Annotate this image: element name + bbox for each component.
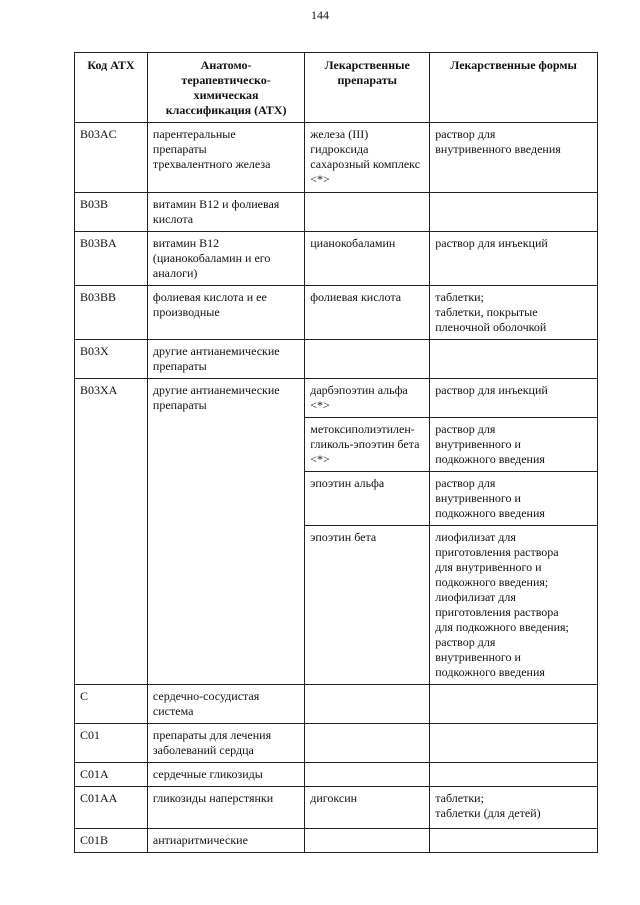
cell-form bbox=[430, 829, 598, 853]
cell-form: раствор для инъекций bbox=[430, 379, 598, 418]
atx-drug-table bbox=[74, 52, 598, 853]
table-header-row bbox=[75, 53, 598, 123]
cell-code: B03BA bbox=[75, 232, 148, 286]
table-row bbox=[75, 763, 598, 787]
cell-code: C bbox=[75, 685, 148, 724]
cell-form bbox=[430, 685, 598, 724]
cell-form bbox=[430, 763, 598, 787]
cell-classification: другие антианемические препараты bbox=[147, 340, 304, 379]
cell-drug: эпоэтин бета bbox=[305, 526, 430, 685]
cell-drug: фолиевая кислота bbox=[305, 286, 430, 340]
cell-code: C01B bbox=[75, 829, 148, 853]
cell-classification: фолиевая кислота и ее производные bbox=[147, 286, 304, 340]
cell-code: B03BB bbox=[75, 286, 148, 340]
cell-code: C01AA bbox=[75, 787, 148, 829]
cell-classification: антиаритмические bbox=[147, 829, 304, 853]
table-row bbox=[75, 232, 598, 286]
cell-form bbox=[430, 193, 598, 232]
cell-form: таблетки; таблетки (для детей) bbox=[430, 787, 598, 829]
cell-form bbox=[430, 724, 598, 763]
table-row bbox=[75, 286, 598, 340]
cell-classification: сердечно-сосудистая система bbox=[147, 685, 304, 724]
cell-code: B03AC bbox=[75, 123, 148, 193]
header-drugs: Лекарственные препараты bbox=[305, 53, 430, 123]
cell-classification: сердечные гликозиды bbox=[147, 763, 304, 787]
cell-code: C01A bbox=[75, 763, 148, 787]
table-row bbox=[75, 123, 598, 193]
cell-drug bbox=[305, 340, 430, 379]
cell-drug bbox=[305, 724, 430, 763]
cell-code: B03XA bbox=[75, 379, 148, 685]
cell-drug bbox=[305, 685, 430, 724]
cell-form: раствор для внутривенного и подкожного введения bbox=[430, 418, 598, 472]
cell-classification: гликозиды наперстянки bbox=[147, 787, 304, 829]
page-number: 144 bbox=[311, 8, 329, 22]
cell-form: лиофилизат для приготовления раствора для внутривенного и подкожного введения; лиофилизат для приготовления раствора для подкожного введения; раствор для внутривенного и подкожного введения bbox=[430, 526, 598, 685]
cell-drug bbox=[305, 829, 430, 853]
cell-drug: железа (III) гидроксида сахарозный комплекс <*> bbox=[305, 123, 430, 193]
cell-code: B03X bbox=[75, 340, 148, 379]
table-row bbox=[75, 829, 598, 853]
header-forms: Лекарственные формы bbox=[430, 53, 598, 123]
table-row bbox=[75, 787, 598, 829]
cell-drug: дигоксин bbox=[305, 787, 430, 829]
cell-classification: витамин B12 и фолиевая кислота bbox=[147, 193, 304, 232]
cell-form: раствор для внутривенного введения bbox=[430, 123, 598, 193]
table-row bbox=[75, 193, 598, 232]
table-row bbox=[75, 685, 598, 724]
header-classification: Анатомо- терапевтическо- химическая классификация (АТХ) bbox=[147, 53, 304, 123]
cell-code: C01 bbox=[75, 724, 148, 763]
cell-code: B03B bbox=[75, 193, 148, 232]
cell-form: таблетки; таблетки, покрытые пленочной оболочкой bbox=[430, 286, 598, 340]
table-row bbox=[75, 379, 598, 418]
cell-form bbox=[430, 340, 598, 379]
table-row bbox=[75, 724, 598, 763]
header-code: Код АТХ bbox=[75, 53, 148, 123]
cell-drug: эпоэтин альфа bbox=[305, 472, 430, 526]
cell-drug: дарбэпоэтин альфа <*> bbox=[305, 379, 430, 418]
cell-classification: витамин B12 (цианокобаламин и его аналоги) bbox=[147, 232, 304, 286]
cell-classification: парентеральные препараты трехвалентного железа bbox=[147, 123, 304, 193]
cell-drug bbox=[305, 763, 430, 787]
cell-form: раствор для внутривенного и подкожного введения bbox=[430, 472, 598, 526]
cell-form: раствор для инъекций bbox=[430, 232, 598, 286]
table-row bbox=[75, 340, 598, 379]
cell-drug: метоксиполиэтилен- гликоль-эпоэтин бета <*> bbox=[305, 418, 430, 472]
cell-classification: препараты для лечения заболеваний сердца bbox=[147, 724, 304, 763]
cell-drug: цианокобаламин bbox=[305, 232, 430, 286]
cell-drug bbox=[305, 193, 430, 232]
cell-classification: другие антианемические препараты bbox=[147, 379, 304, 685]
